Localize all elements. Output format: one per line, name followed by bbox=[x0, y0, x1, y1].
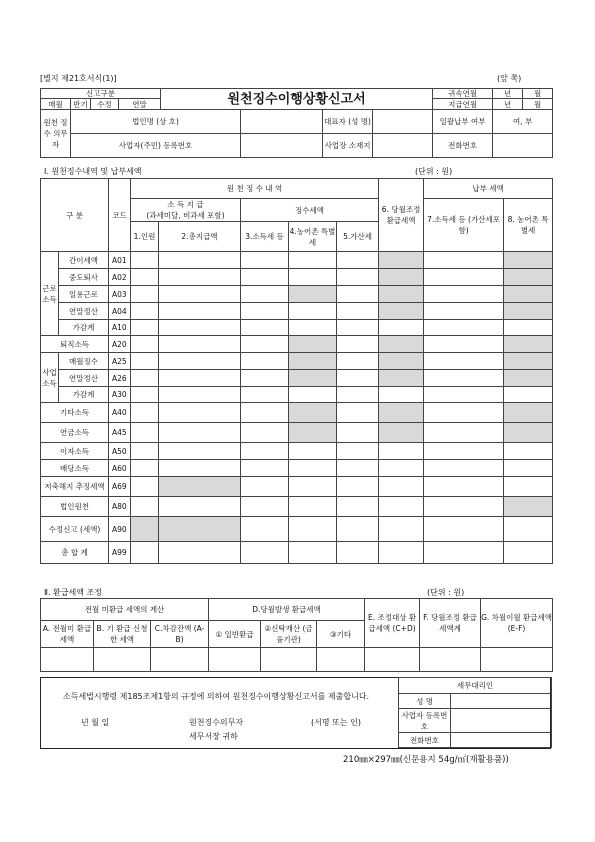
cell-col2[interactable] bbox=[159, 423, 241, 443]
cell-col5[interactable] bbox=[337, 286, 379, 303]
cell-col2[interactable] bbox=[159, 303, 241, 320]
cell-col5[interactable] bbox=[337, 443, 379, 460]
row-code: A50 bbox=[109, 443, 131, 460]
cell-col4[interactable] bbox=[289, 497, 337, 517]
withholding-detail-header: 원 천 징 수 내 역 bbox=[131, 179, 379, 199]
colG-field[interactable] bbox=[481, 648, 553, 672]
row-label: 법인원천 bbox=[41, 497, 109, 517]
phone-label: 전화번호 bbox=[433, 134, 493, 158]
cell-col2[interactable] bbox=[159, 460, 241, 477]
report-type-label: 신고구분 bbox=[41, 89, 161, 99]
cell-col3[interactable] bbox=[241, 252, 289, 269]
table-row bbox=[41, 303, 553, 320]
agent-title: 세무대리인 bbox=[399, 678, 552, 694]
colG-header: G. 차월이월 환급세액 (E-F) bbox=[481, 599, 553, 648]
cell-col8 bbox=[504, 303, 553, 320]
table-row bbox=[41, 336, 553, 353]
cell-col2[interactable] bbox=[159, 353, 241, 370]
prev-calc-header: 전월 미환급 세액의 계산 bbox=[41, 599, 209, 621]
cell-col7[interactable] bbox=[424, 320, 504, 336]
colE-header: E. 조정대상 환급세액 (C+D) bbox=[365, 599, 420, 648]
table-row bbox=[41, 403, 553, 423]
row-code: A60 bbox=[109, 460, 131, 477]
row-label: 연말정산 bbox=[59, 303, 109, 320]
row-code: A30 bbox=[109, 387, 131, 403]
table-row bbox=[41, 423, 553, 443]
section1-title: Ⅰ. 원천징수내역 및 납부세액 bbox=[44, 167, 142, 176]
belong-year[interactable]: 년 bbox=[493, 89, 523, 99]
cell-col3[interactable] bbox=[241, 320, 289, 336]
cell-col1[interactable] bbox=[131, 497, 159, 517]
cell-col6 bbox=[379, 303, 424, 320]
pay-year[interactable]: 년 bbox=[493, 99, 523, 110]
col1-header: 1.인원 bbox=[131, 222, 159, 252]
row-label: 저축해지 추징세액 bbox=[41, 477, 109, 497]
row-code: A69 bbox=[109, 477, 131, 497]
cell-col1[interactable] bbox=[131, 353, 159, 370]
cell-col2 bbox=[159, 517, 241, 542]
cell-col1[interactable] bbox=[131, 477, 159, 497]
withheld-tax-header: 징수세액 bbox=[241, 199, 379, 222]
corp-name-field[interactable] bbox=[241, 110, 323, 134]
cell-col4 bbox=[289, 423, 337, 443]
table-row bbox=[41, 497, 553, 517]
page-side-label: (앞 쪽) bbox=[497, 74, 522, 83]
cell-col8 bbox=[504, 497, 553, 517]
col4-header: 4.농어촌 특별세 bbox=[289, 222, 337, 252]
row-label: 이자소득 bbox=[41, 443, 109, 460]
cell-col5[interactable] bbox=[337, 497, 379, 517]
cell-col1[interactable] bbox=[131, 542, 159, 564]
cell-col3[interactable] bbox=[241, 286, 289, 303]
group-labor-label: 근로소득 bbox=[41, 252, 59, 336]
row-label: 일용근로 bbox=[59, 286, 109, 303]
cell-col6 bbox=[379, 423, 424, 443]
type-revised[interactable]: 수정 bbox=[91, 99, 119, 110]
row-code: A40 bbox=[109, 403, 131, 423]
cell-col7[interactable] bbox=[424, 443, 504, 460]
cell-col1[interactable] bbox=[131, 320, 159, 336]
cell-col7[interactable] bbox=[424, 336, 504, 353]
tax-office-label: 세무서장 귀하 bbox=[189, 732, 238, 741]
cell-col5[interactable] bbox=[337, 460, 379, 477]
col3-header: 3.소득세 등 bbox=[241, 222, 289, 252]
colC-header: C.차감잔액 (A-B) bbox=[151, 621, 209, 648]
cell-col4[interactable] bbox=[289, 460, 337, 477]
cell-col8[interactable] bbox=[504, 320, 553, 336]
cell-col5[interactable] bbox=[337, 477, 379, 497]
cell-col5[interactable] bbox=[337, 403, 379, 423]
group-business-label: 사업소득 bbox=[41, 353, 59, 403]
cell-col7[interactable] bbox=[424, 517, 504, 542]
col7-header: 7.소득세 등 (가산세포함) bbox=[424, 199, 504, 252]
cell-col4[interactable] bbox=[289, 517, 337, 542]
cell-col4 bbox=[289, 370, 337, 387]
cell-col6[interactable] bbox=[379, 497, 424, 517]
cell-col3[interactable] bbox=[241, 387, 289, 403]
pay-ym-label: 지급연월 bbox=[433, 99, 493, 110]
colB-header: B. 기 환급 신청한 세액 bbox=[94, 621, 151, 648]
refund-adj-header: 6. 당월조정 환급세액 bbox=[379, 179, 424, 252]
table-row bbox=[41, 542, 553, 564]
row-label: 가감계 bbox=[59, 387, 109, 403]
paper-spec: 210㎜×297㎜(신문용지 54g/㎡(재활용품)) bbox=[343, 755, 509, 765]
colD1-field[interactable] bbox=[209, 648, 261, 672]
colF-field[interactable] bbox=[420, 648, 481, 672]
colB-field[interactable] bbox=[94, 648, 151, 672]
refund-table bbox=[40, 598, 553, 672]
cell-col6 bbox=[379, 370, 424, 387]
header-table bbox=[40, 88, 553, 158]
colD3-field[interactable] bbox=[317, 648, 365, 672]
row-label: 연말정산 bbox=[59, 370, 109, 387]
cell-col7[interactable] bbox=[424, 370, 504, 387]
row-code: A26 bbox=[109, 370, 131, 387]
cell-col4[interactable] bbox=[289, 252, 337, 269]
colD2-header: ②신탁재산 (금융기관) bbox=[261, 621, 317, 648]
cell-col5[interactable] bbox=[337, 542, 379, 564]
cell-col8[interactable] bbox=[504, 443, 553, 460]
payment-tax-header: 납부 세액 bbox=[424, 179, 553, 199]
cell-col5[interactable] bbox=[337, 387, 379, 403]
cell-col3[interactable] bbox=[241, 477, 289, 497]
reg-no-field[interactable] bbox=[241, 134, 323, 158]
cell-col5[interactable] bbox=[337, 269, 379, 286]
cell-col8 bbox=[504, 252, 553, 269]
lump-sum-yesno[interactable]: 여, 부 bbox=[493, 110, 553, 134]
address-field[interactable] bbox=[373, 134, 433, 158]
cell-col7[interactable] bbox=[424, 403, 504, 423]
cell-col6 bbox=[379, 403, 424, 423]
cell-col3[interactable] bbox=[241, 497, 289, 517]
type-half[interactable]: 반기 bbox=[71, 99, 91, 110]
cell-col2 bbox=[159, 477, 241, 497]
cell-col1[interactable] bbox=[131, 443, 159, 460]
cell-col7[interactable] bbox=[424, 252, 504, 269]
table-row bbox=[41, 252, 553, 269]
row-code: A45 bbox=[109, 423, 131, 443]
cell-col8 bbox=[504, 423, 553, 443]
row-code: A80 bbox=[109, 497, 131, 517]
cell-col5[interactable] bbox=[337, 353, 379, 370]
cell-col3[interactable] bbox=[241, 542, 289, 564]
agent-table bbox=[398, 677, 552, 748]
cell-col2[interactable] bbox=[159, 403, 241, 423]
cell-col6 bbox=[379, 286, 424, 303]
belong-month[interactable]: 월 bbox=[523, 89, 553, 99]
cell-col8[interactable] bbox=[504, 517, 553, 542]
cell-col3[interactable] bbox=[241, 353, 289, 370]
cell-col2[interactable] bbox=[159, 269, 241, 286]
cell-col1[interactable] bbox=[131, 403, 159, 423]
cell-col8[interactable] bbox=[504, 460, 553, 477]
cell-col7[interactable] bbox=[424, 269, 504, 286]
cell-col3[interactable] bbox=[241, 423, 289, 443]
table-row bbox=[41, 517, 553, 542]
statement-text: 소득세법시행령 제185조제1항의 규정에 의하여 원천징수이행상황신고서를 제출합니다. bbox=[63, 692, 370, 701]
cell-col7[interactable] bbox=[424, 353, 504, 370]
income-paid-header: 소 득 지 급 (과세미달, 비과세 포함) bbox=[131, 199, 241, 222]
cell-col3[interactable] bbox=[241, 460, 289, 477]
col5-header: 5.가산세 bbox=[337, 222, 379, 252]
cell-col6[interactable] bbox=[379, 542, 424, 564]
colA-field[interactable] bbox=[41, 648, 94, 672]
cell-col2[interactable] bbox=[159, 497, 241, 517]
cell-col3[interactable] bbox=[241, 269, 289, 286]
cell-col2[interactable] bbox=[159, 370, 241, 387]
cell-col7[interactable] bbox=[424, 542, 504, 564]
cell-col5[interactable] bbox=[337, 303, 379, 320]
col8-header: 8. 농어촌 특별세 bbox=[504, 199, 553, 252]
colA-header: A. 전월미 환급세액 bbox=[41, 621, 94, 648]
cell-col4[interactable] bbox=[289, 303, 337, 320]
cell-col5[interactable] bbox=[337, 336, 379, 353]
cell-col2[interactable] bbox=[159, 320, 241, 336]
date-field[interactable]: 년 월 일 bbox=[81, 718, 110, 727]
withholder-label: 원천 징수 의무자 bbox=[41, 110, 71, 158]
phone-field[interactable] bbox=[493, 134, 553, 158]
cell-col6 bbox=[379, 252, 424, 269]
table-row bbox=[41, 320, 553, 336]
cell-col2[interactable] bbox=[159, 286, 241, 303]
cell-col1[interactable] bbox=[131, 387, 159, 403]
table-row bbox=[41, 353, 553, 370]
cell-col4 bbox=[289, 353, 337, 370]
cell-col6 bbox=[379, 269, 424, 286]
cell-col2[interactable] bbox=[159, 542, 241, 564]
cell-col1[interactable] bbox=[131, 370, 159, 387]
cell-col6 bbox=[379, 353, 424, 370]
withholder-sign-label: 원천징수의무자 bbox=[189, 718, 244, 727]
cell-col1[interactable] bbox=[131, 423, 159, 443]
cell-col8 bbox=[504, 353, 553, 370]
row-label: 배당소득 bbox=[41, 460, 109, 477]
cell-col6 bbox=[379, 336, 424, 353]
row-code: A03 bbox=[109, 286, 131, 303]
cell-col4[interactable] bbox=[289, 443, 337, 460]
cell-col7[interactable] bbox=[424, 423, 504, 443]
row-label: 수정신고 (세액) bbox=[41, 517, 109, 542]
form-number: [별지 제21호서식(1)] bbox=[40, 74, 117, 83]
table-row bbox=[41, 477, 553, 497]
cell-col7[interactable] bbox=[424, 387, 504, 403]
row-label: 가감계 bbox=[59, 320, 109, 336]
section2-title: Ⅱ. 환급세액 조정 bbox=[44, 588, 102, 597]
type-yearend[interactable]: 연말 bbox=[119, 99, 161, 110]
agent-phone-label: 전화번호 bbox=[399, 733, 451, 748]
cell-col1[interactable] bbox=[131, 269, 159, 286]
cell-col1[interactable] bbox=[131, 286, 159, 303]
row-code: A10 bbox=[109, 320, 131, 336]
cell-col2[interactable] bbox=[159, 252, 241, 269]
row-code: A90 bbox=[109, 517, 131, 542]
row-label: 중도퇴사 bbox=[59, 269, 109, 286]
section2-unit: (단위 : 원) bbox=[427, 588, 465, 597]
row-label: 매월징수 bbox=[59, 353, 109, 370]
cell-col4 bbox=[289, 336, 337, 353]
belong-ym-label: 귀속연월 bbox=[433, 89, 493, 99]
cell-col4[interactable] bbox=[289, 269, 337, 286]
cell-col8 bbox=[504, 286, 553, 303]
cell-col7[interactable] bbox=[424, 303, 504, 320]
table-row bbox=[41, 286, 553, 303]
table-row bbox=[41, 443, 553, 460]
cell-col3[interactable] bbox=[241, 303, 289, 320]
cell-col7[interactable] bbox=[424, 286, 504, 303]
section1-unit: (단위 : 원) bbox=[415, 167, 453, 176]
cell-col1[interactable] bbox=[131, 252, 159, 269]
cell-col7[interactable] bbox=[424, 460, 504, 477]
cell-col4[interactable] bbox=[289, 320, 337, 336]
address-label: 사업장 소재지 bbox=[323, 134, 373, 158]
sign-note: (서명 또는 인) bbox=[311, 718, 361, 727]
cell-col3[interactable] bbox=[241, 370, 289, 387]
cell-col6[interactable] bbox=[379, 477, 424, 497]
cell-col2[interactable] bbox=[159, 336, 241, 353]
code-header: 코드 bbox=[109, 179, 131, 252]
cell-col4[interactable] bbox=[289, 542, 337, 564]
withholding-table bbox=[40, 178, 553, 564]
cell-col8 bbox=[504, 370, 553, 387]
cell-col8[interactable] bbox=[504, 477, 553, 497]
cell-col8[interactable] bbox=[504, 387, 553, 403]
col2-header: 2.총지급액 bbox=[159, 222, 241, 252]
colD1-header: ① 일반환급 bbox=[209, 621, 261, 648]
cell-col3[interactable] bbox=[241, 336, 289, 353]
pay-month[interactable]: 월 bbox=[523, 99, 553, 110]
table-row bbox=[41, 387, 553, 403]
cell-col6[interactable] bbox=[379, 460, 424, 477]
lump-sum-label: 일괄납부 여부 bbox=[433, 110, 493, 134]
cell-col5[interactable] bbox=[337, 320, 379, 336]
row-code: A01 bbox=[109, 252, 131, 269]
cell-col5[interactable] bbox=[337, 423, 379, 443]
current-refund-header: D.당월발생 환급세액 bbox=[209, 599, 365, 621]
cell-col5[interactable] bbox=[337, 252, 379, 269]
table-row bbox=[41, 370, 553, 387]
cell-col5[interactable] bbox=[337, 370, 379, 387]
cell-col2[interactable] bbox=[159, 387, 241, 403]
colF-header: F. 당월조정 환급세액계 bbox=[420, 599, 481, 648]
colC-field[interactable] bbox=[151, 648, 209, 672]
cell-col3[interactable] bbox=[241, 403, 289, 423]
row-label: 퇴직소득 bbox=[41, 336, 109, 353]
row-label: 기타소득 bbox=[41, 403, 109, 423]
cell-col3[interactable] bbox=[241, 517, 289, 542]
cell-col1[interactable] bbox=[131, 336, 159, 353]
agent-reg-label: 사업자 등록번호 bbox=[399, 709, 451, 733]
form-title: 원천징수이행상황신고서 bbox=[161, 89, 433, 110]
row-code: A99 bbox=[109, 542, 131, 564]
corp-name-label: 법인명 (상 호) bbox=[71, 110, 241, 134]
row-code: A02 bbox=[109, 269, 131, 286]
cell-col8[interactable] bbox=[504, 542, 553, 564]
table-row bbox=[41, 460, 553, 477]
cell-col8 bbox=[504, 403, 553, 423]
cell-col5[interactable] bbox=[337, 517, 379, 542]
cell-col4[interactable] bbox=[289, 387, 337, 403]
cell-col6[interactable] bbox=[379, 320, 424, 336]
cell-col1 bbox=[131, 517, 159, 542]
representative-field[interactable] bbox=[373, 110, 433, 134]
cell-col8 bbox=[504, 269, 553, 286]
category-header: 구 분 bbox=[41, 179, 109, 252]
agent-name-label: 성 명 bbox=[399, 694, 451, 709]
cell-col6[interactable] bbox=[379, 387, 424, 403]
agent-phone-field[interactable] bbox=[451, 733, 552, 748]
cell-col7[interactable] bbox=[424, 497, 504, 517]
colD3-header: ③기타 bbox=[317, 621, 365, 648]
cell-col6[interactable] bbox=[379, 443, 424, 460]
cell-col8 bbox=[504, 336, 553, 353]
row-label: 연금소득 bbox=[41, 423, 109, 443]
cell-col4 bbox=[289, 286, 337, 303]
row-code: A25 bbox=[109, 353, 131, 370]
cell-col3[interactable] bbox=[241, 443, 289, 460]
row-label: 간이세액 bbox=[59, 252, 109, 269]
agent-name-field[interactable] bbox=[451, 694, 552, 709]
agent-reg-field[interactable] bbox=[451, 709, 552, 733]
cell-col4[interactable] bbox=[289, 477, 337, 497]
cell-col2[interactable] bbox=[159, 443, 241, 460]
row-label: 총 합 계 bbox=[41, 542, 109, 564]
representative-label: 대표자 (성 명) bbox=[323, 110, 373, 134]
reg-no-label: 사업자(주민) 등록번호 bbox=[71, 134, 241, 158]
cell-col6[interactable] bbox=[379, 517, 424, 542]
cell-col1[interactable] bbox=[131, 303, 159, 320]
cell-col4 bbox=[289, 403, 337, 423]
table-row bbox=[41, 269, 553, 286]
colE-field[interactable] bbox=[365, 648, 420, 672]
cell-col7[interactable] bbox=[424, 477, 504, 497]
colD2-field[interactable] bbox=[261, 648, 317, 672]
row-code: A04 bbox=[109, 303, 131, 320]
cell-col1[interactable] bbox=[131, 460, 159, 477]
type-monthly[interactable]: 매월 bbox=[41, 99, 71, 110]
row-code: A20 bbox=[109, 336, 131, 353]
